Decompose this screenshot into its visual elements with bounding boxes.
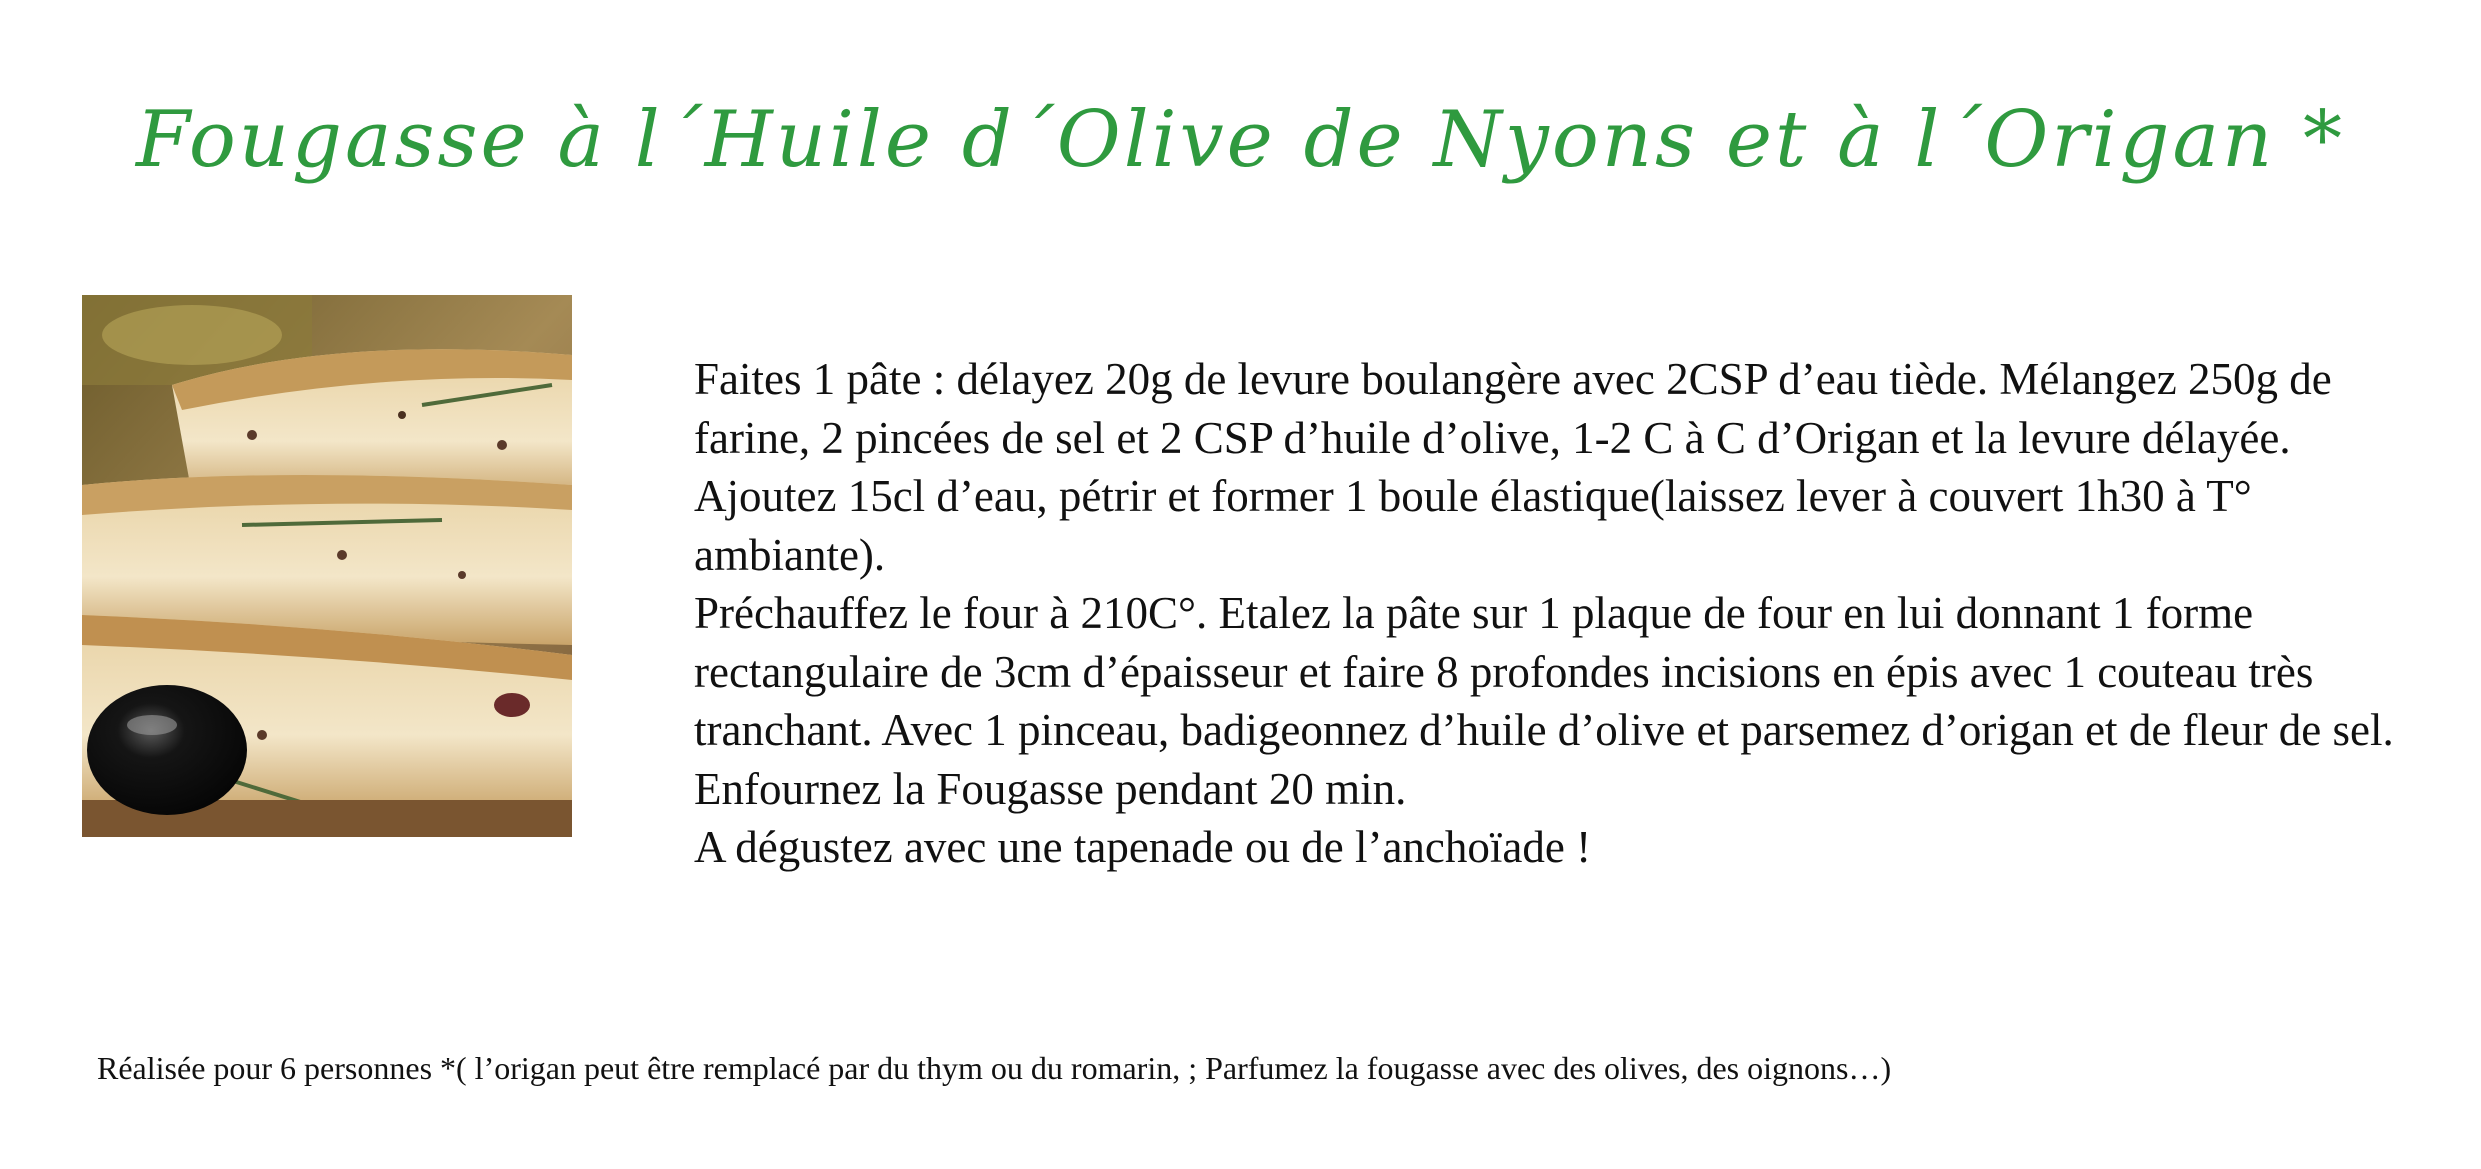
recipe-footnote: Réalisée pour 6 personnes *( l’origan peut être remplacé par du thym ou du romarin, ; Parfumez la fougasse avec des olives, des oignons…)	[97, 1050, 1892, 1086]
recipe-title: Fougasse à l´Huile d´Olive de Nyons et à l´Origan *	[135, 95, 2346, 185]
recipe-instructions	[694, 350, 2414, 877]
instruction-paragraph: Enfournez la Fougasse pendant 20 min.	[694, 763, 1407, 814]
fougasse-photo	[82, 295, 572, 837]
instruction-paragraph: Faites 1 pâte : délayez 20g de levure boulangère avec 2CSP d’eau tiède. Mélangez 250g de farine, 2 pincées de sel et 2 CSP d’huile d’olive, 1-2 C à C d’Origan et la levure délayée. Ajoutez 15cl d’eau, pétrir et former 1 boule élastique(laissez lever à couvert 1h30 à T° ambiante).	[694, 354, 2332, 580]
instruction-paragraph: Préchauffez le four à 210C°. Etalez la pâte sur 1 plaque de four en lui donnant 1 forme rectangulaire de 3cm d’épaisseur et faire 8 profondes incisions en épis avec 1 couteau très tranchant. Avec 1 pinceau, badigeonnez d’huile d’olive et parsemez d’origan et de fleur de sel.	[694, 588, 2394, 755]
instruction-paragraph: A dégustez avec une tapenade ou de l’anchoïade !	[694, 822, 1592, 872]
